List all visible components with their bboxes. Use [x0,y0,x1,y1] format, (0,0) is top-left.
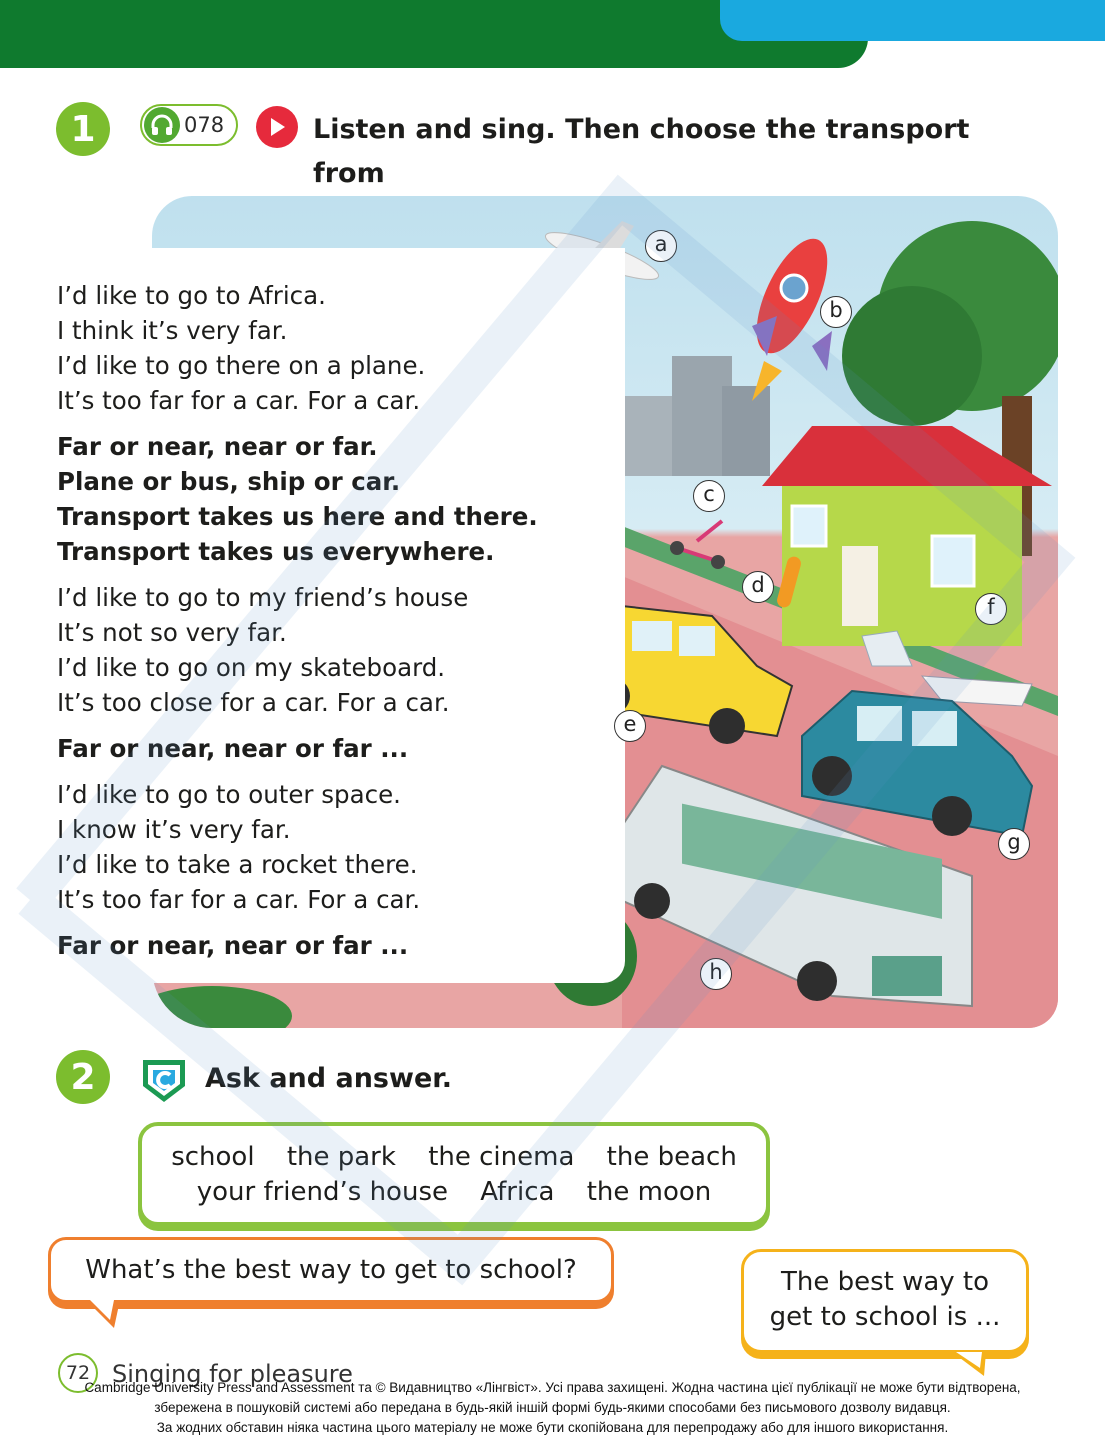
lyric-line: I’d like to go to my friend’s house [57,583,469,612]
word-item: the park [286,1142,396,1172]
verse-2 [57,580,617,720]
chorus [57,429,617,569]
lyric-line: It’s too close for a car. For a car. [57,688,450,717]
label-d[interactable]: d [742,571,774,603]
verse-3 [57,777,617,917]
house-window [932,536,974,586]
answer-line-2: get to school is ... [769,1302,1001,1332]
instruction-line-1: Listen and sing. Then choose the transport from [313,114,970,189]
house-door [842,546,878,626]
question-bubble-tail [86,1300,126,1330]
verse-1 [57,278,617,418]
chorus-repeat [57,928,617,963]
lyric-line: I think it’s very far. [57,316,288,345]
lyric-line: I’d like to go there on a plane. [57,351,426,380]
word-item: the beach [606,1142,737,1172]
exercise-1-number: 1 [56,102,110,156]
headphones-icon [144,107,180,143]
audio-track-badge[interactable] [140,104,238,146]
bush [152,986,292,1028]
lyric-line: I’d like to go to outer space. [57,780,401,809]
header-blue-bar [720,0,1105,41]
copyright-line-2: збережена в пошуковій системі або передана в будь-якій іншій формі будь-якими способами без письмового дозволу видавця. [154,1400,951,1415]
word-item: school [171,1142,255,1172]
lyric-line: Transport takes us here and there. [57,502,538,531]
question-text: What’s the best way to get to school? [85,1255,577,1285]
lyric-line: It’s too far for a car. For a car. [57,386,421,415]
answer-bubble-tail [952,1352,992,1378]
track-number: 078 [184,113,225,137]
building [722,386,770,476]
chorus-repeat [57,731,617,766]
lyric-line: I’d like to take a rocket there. [57,850,418,879]
lyric-line: Plane or bus, ship or car. [57,467,401,496]
copyright-line-1: Cambridge University Press and Assessment та © Видавництво «Лінгвіст». Усі права захищені. Жодна частина цієї публікації не може бути відтворена, [84,1380,1021,1395]
lyric-line: I’d like to go to Africa. [57,281,326,310]
word-box [138,1122,770,1226]
lyric-line: It’s too far for a car. For a car. [57,885,421,914]
lyric-line: I know it’s very far. [57,815,291,844]
word-item: the cinema [428,1142,575,1172]
lyric-line: Far or near, near or far ... [57,931,409,960]
house-window [792,506,826,546]
word-item: your friend’s house [196,1177,448,1207]
label-f[interactable]: f [975,593,1007,625]
shield-icon [139,1056,189,1106]
word-item: Africa [480,1177,555,1207]
lyric-line: Far or near, near or far. [57,432,378,461]
label-b[interactable]: b [820,296,852,328]
building [622,396,672,476]
page-number: 72 [58,1353,98,1393]
label-e[interactable]: e [614,710,646,742]
lyric-line: Transport takes us everywhere. [57,537,495,566]
answer-line-1: The best way to [780,1267,990,1297]
label-h[interactable]: h [700,958,732,990]
lyric-line: Far or near, near or far ... [57,734,409,763]
question-speech-bubble [48,1237,614,1303]
label-g[interactable]: g [998,828,1030,860]
label-a[interactable]: a [645,230,677,262]
word-row [142,1175,766,1210]
lyric-line: I’d like to go on my skateboard. [57,653,446,682]
word-row [142,1140,766,1175]
exercise-2-title: Ask and answer. [205,1063,452,1094]
label-c[interactable]: c [693,480,725,512]
tree [842,286,982,426]
exercise-2-number: 2 [56,1050,110,1104]
word-item: the moon [586,1177,712,1207]
lyric-line: It’s not so very far. [57,618,287,647]
song-lyrics [57,278,617,974]
play-icon[interactable] [256,106,298,148]
copyright-notice [0,1378,1105,1438]
section-title: Singing for pleasure [112,1360,353,1388]
copyright-line-3: За жодних обставин ніяка частина цього матеріалу не може бути скопійована для перепродажу або для іншого використання. [156,1420,949,1435]
answer-speech-bubble [741,1249,1029,1353]
